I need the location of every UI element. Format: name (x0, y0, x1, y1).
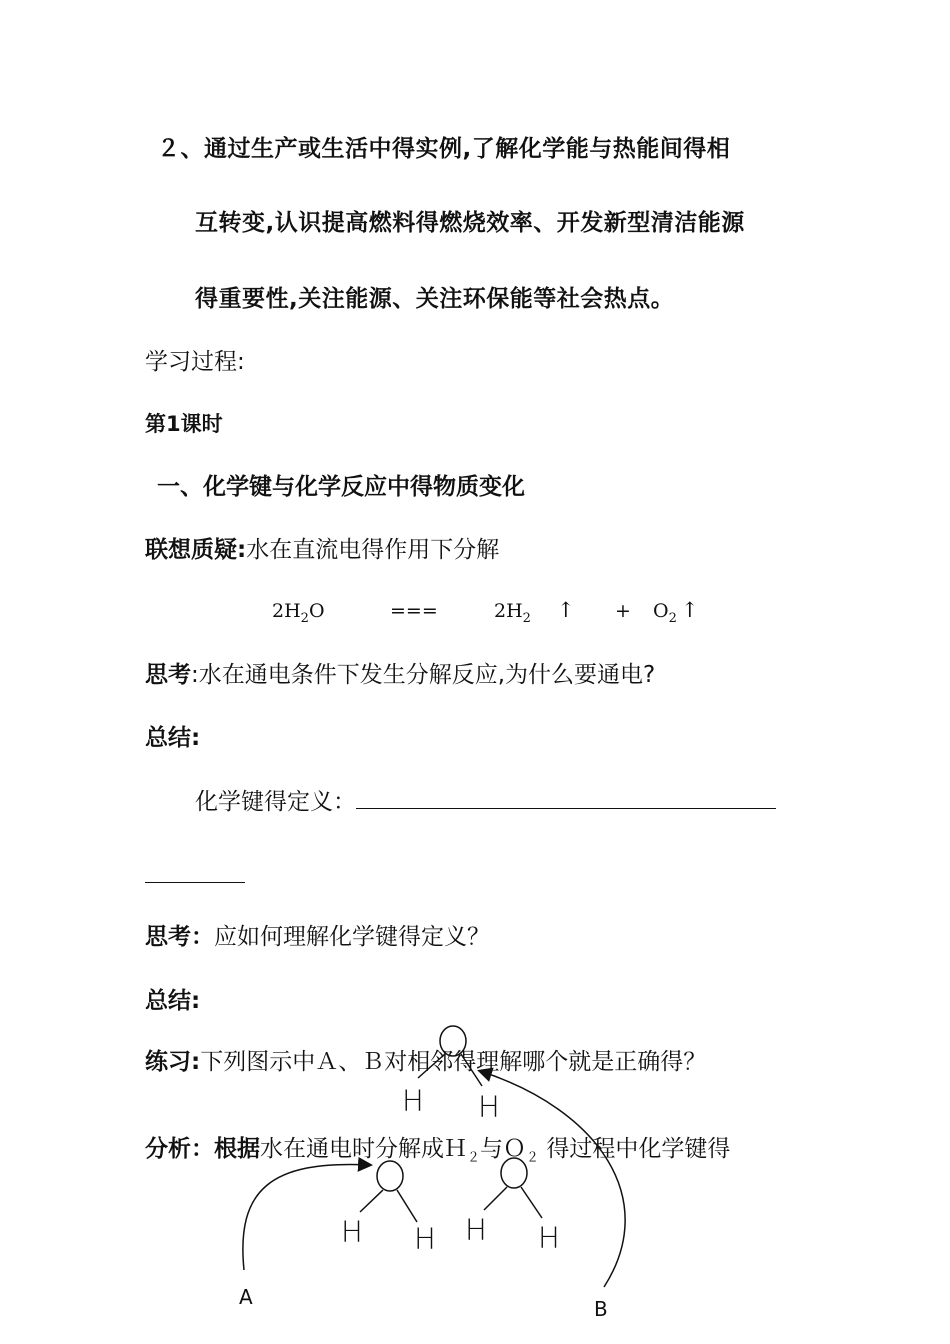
equation-plus: + (615, 600, 631, 622)
section1-title: 一、化学键与化学反应中得物质变化 (157, 474, 525, 500)
equation-product-hydrogen: $2H_2$ (494, 600, 531, 626)
association-text: 水在直流电得作用下分解 (246, 537, 500, 563)
left-water-molecule (341, 1161, 436, 1256)
exercise-label: 练习: (145, 1049, 201, 1075)
analysis-label: 分析：根据 (145, 1136, 260, 1162)
hydrogen-atom-top-left: H (402, 1084, 424, 1118)
hydrogen-atom-right-right: H (538, 1221, 560, 1255)
bond-left-right (397, 1190, 417, 1222)
hydrogen-atom-top-right: H (478, 1090, 500, 1124)
analysis-text-b: 与Ｏ (480, 1136, 527, 1162)
bond-right-left (484, 1187, 507, 1210)
right-water-molecule (465, 1158, 560, 1255)
lesson-title: 第1课时 (145, 412, 223, 436)
definition-label: 化学键得定义： (195, 789, 356, 815)
hydrogen-atom-right-left: H (465, 1213, 487, 1247)
bond-top-right (461, 1054, 482, 1086)
objective-line-2: 互转变,认识提高燃料得燃烧效率、开发新型清洁能源 (195, 210, 745, 236)
association-label: 联想质疑: (145, 537, 247, 563)
label-b: B (594, 1297, 608, 1321)
exercise-text: 下列图示中Ａ、Ｂ对相邻得理解哪个就是正确得？ (200, 1049, 707, 1075)
analysis-text-a: 水在通电时分解成Ｈ (260, 1136, 467, 1162)
gas-arrow-1: ↑ (557, 598, 575, 622)
bond-right-right (521, 1187, 542, 1218)
think1-text: :水在通电条件下发生分解反应,为什么要通电? (191, 662, 656, 688)
equation-equals: === (390, 600, 438, 622)
equation-reactant: $2H_2O$ (272, 600, 325, 626)
summary1-label: 总结: (145, 725, 201, 751)
objective-line-1: ２、通过生产或生活中得实例,了解化学能与热能间得相 (157, 136, 731, 162)
think2-text: 应如何理解化学键得定义？ (214, 924, 490, 950)
oxygen-atom-left (377, 1161, 403, 1191)
equation-product-oxygen: $O_2$ (653, 600, 677, 626)
bond-left-left (360, 1190, 383, 1212)
think2-label: 思考： (145, 924, 214, 950)
oxygen-atom-right (501, 1158, 527, 1188)
top-water-molecule (402, 1026, 500, 1124)
oxygen-atom-top (440, 1026, 466, 1056)
gas-arrow-2: ↑ (681, 598, 699, 622)
hydrogen-atom-left-left: H (341, 1215, 363, 1249)
analysis-text-c: 得过程中化学键得 (539, 1136, 731, 1162)
process-title: 学习过程: (145, 349, 245, 375)
think1-label: 思考 (145, 662, 191, 688)
bond-top-left (418, 1054, 445, 1078)
summary2-label: 总结: (145, 988, 201, 1014)
analysis-sub-a: ２ (467, 1150, 481, 1166)
label-a: A (239, 1285, 253, 1309)
hydrogen-atom-left-right: H (414, 1222, 436, 1256)
analysis-sub-b: ２ (526, 1150, 540, 1166)
objective-line-3: 得重要性,关注能源、关注环保能等社会热点。 (195, 286, 675, 312)
